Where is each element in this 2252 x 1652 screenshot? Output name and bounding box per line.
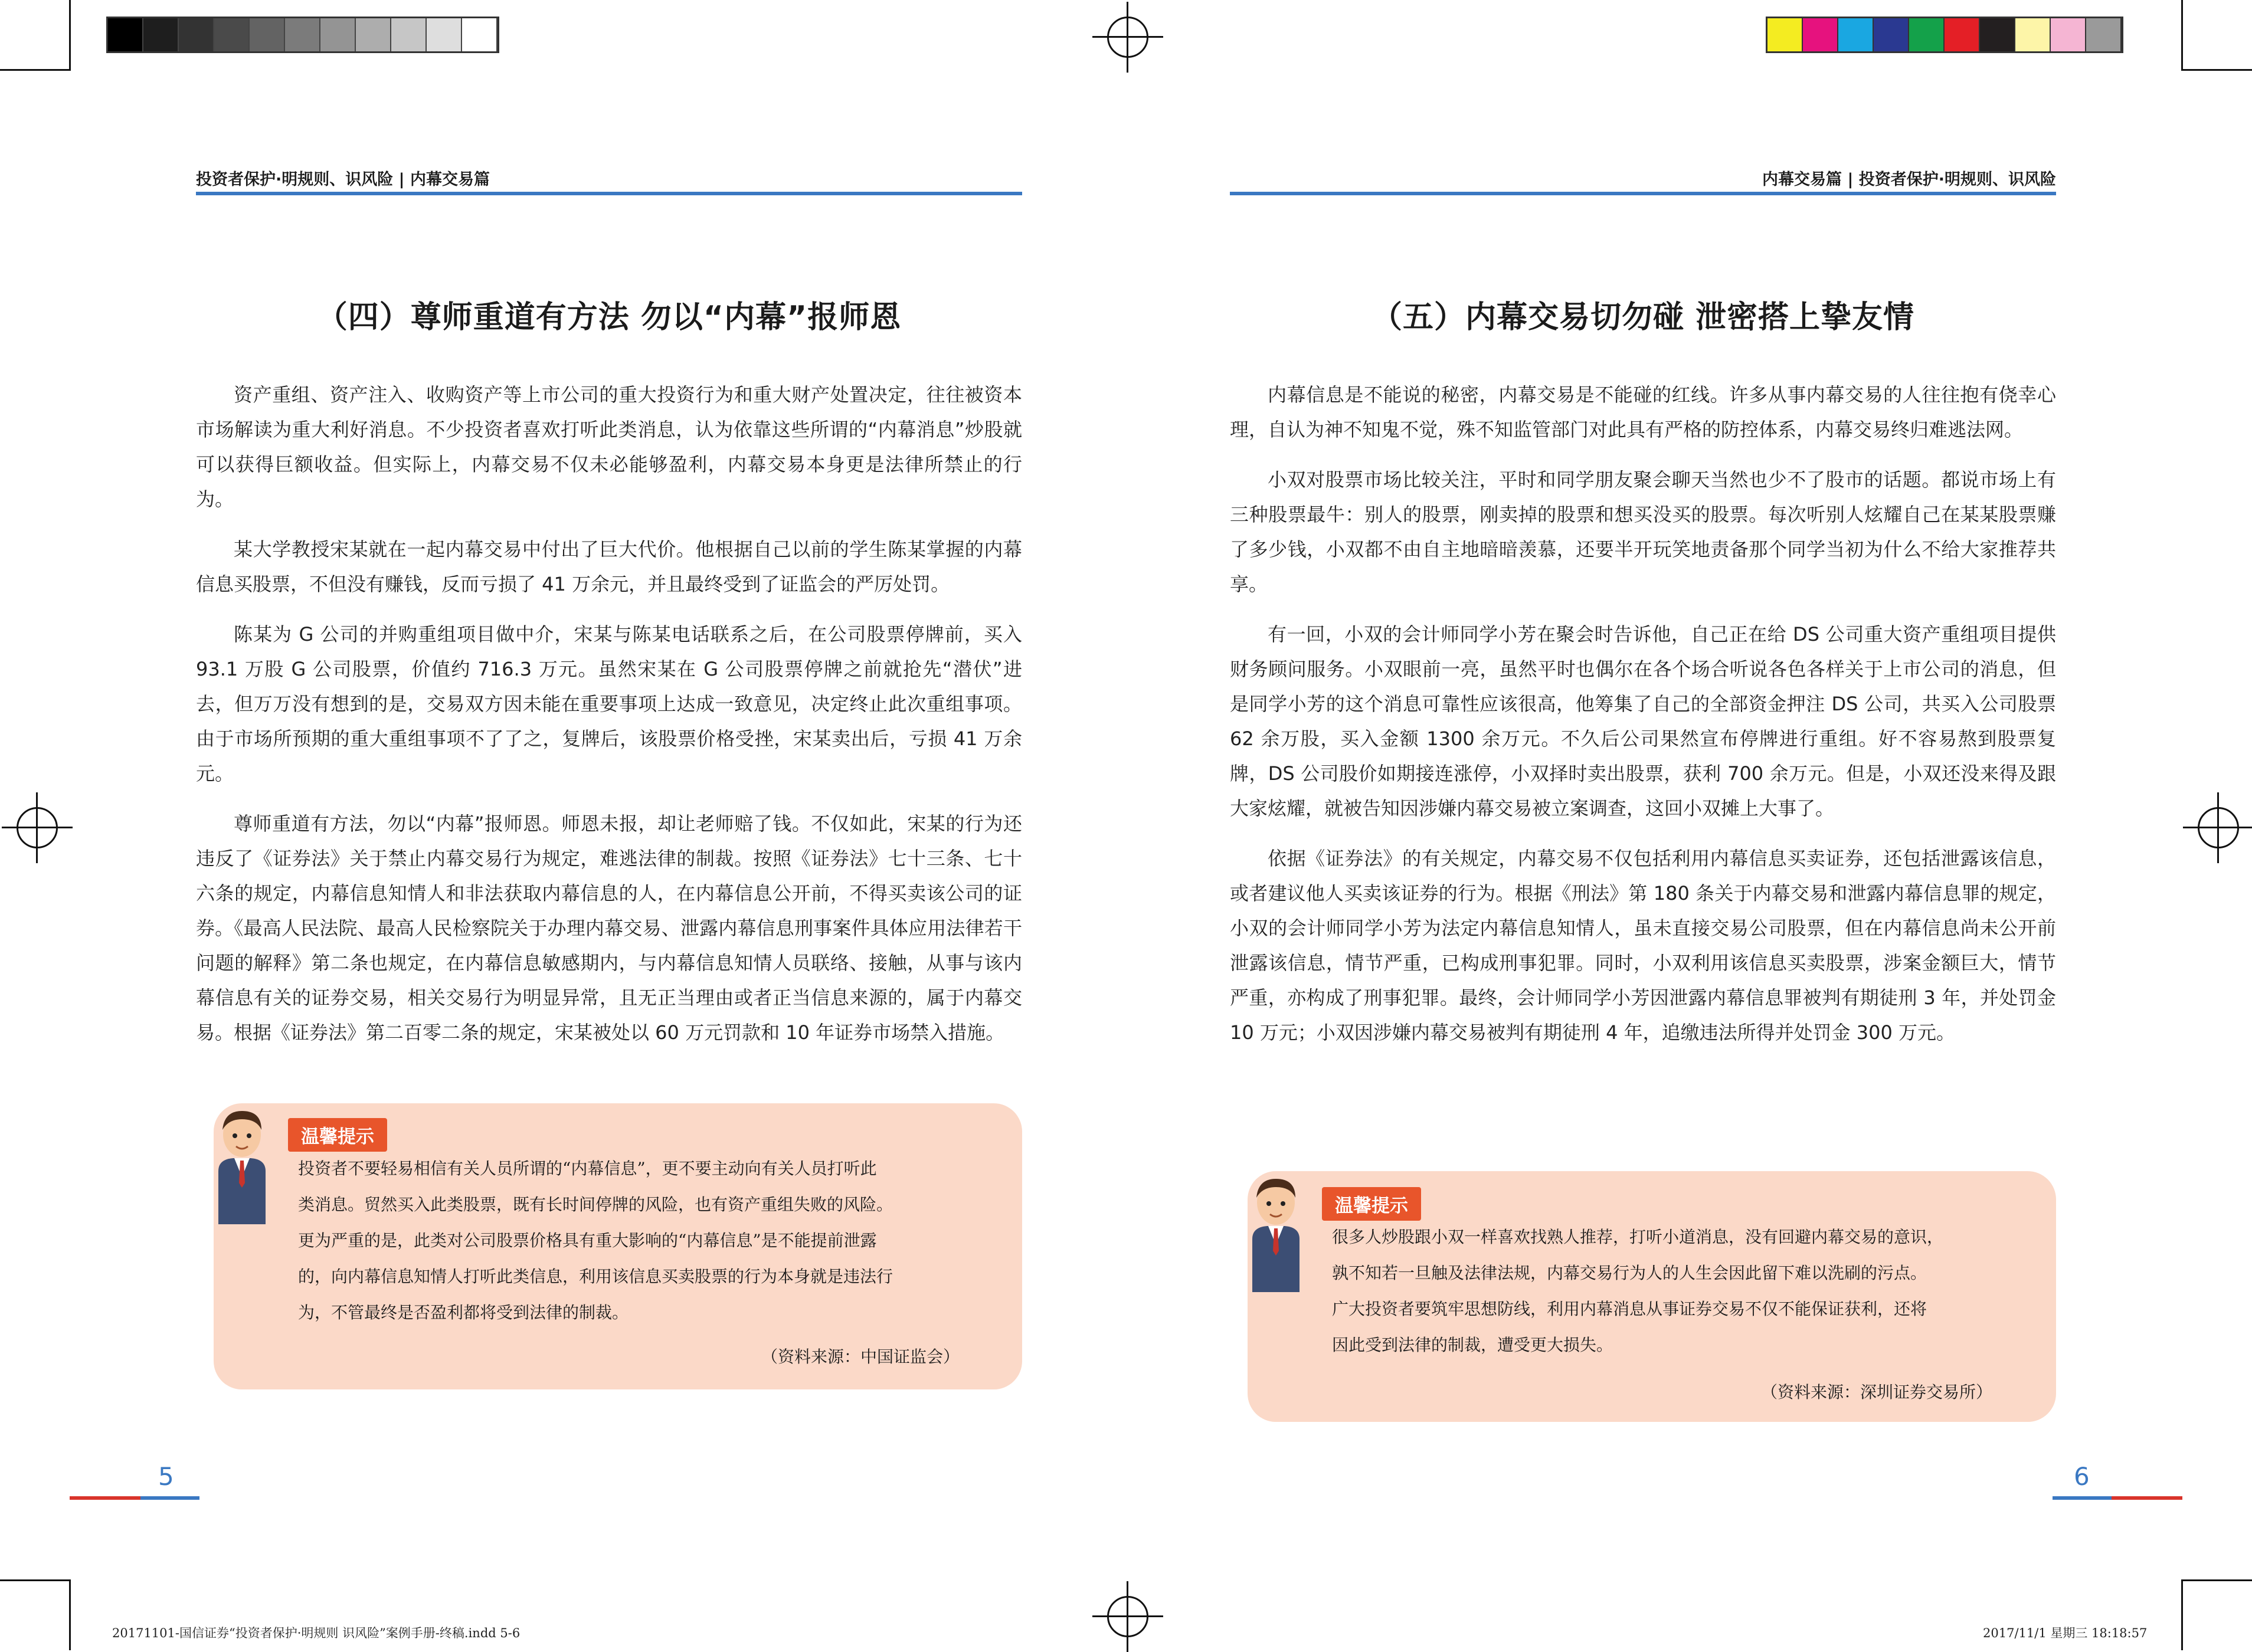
- paragraph: 依据《证券法》的有关规定，内幕交易不仅包括利用内幕信息买卖证券，还包括泄露该信息，或者建议他人买卖该证券的行为。根据《刑法》第 180 条关于内幕交易和泄露内幕信息罪的规定，小双的会计师同学小芳为法定内幕信息知情人，虽未直接交易公司股票，但在内幕信息尚未公开前泄露该信息，情节严重，已构成刑事犯罪。同时，小双利用该信息买卖股票，涉案金额巨大，情节严重，亦构成了刑事犯罪。最终，会计师同学小芳因泄露内幕信息罪被判有期徒刑 3 年，并处罚金 10 万元；小双因涉嫌内幕交易被判有期徒刑 4 年，追缴违法所得并处罚金 300 万元。: [1230, 847, 2056, 1044]
- right-tip-text: [1332, 1219, 2040, 1363]
- gray-swatch: [179, 18, 214, 51]
- tip-line: 为，不管最终是否盈利都将受到法律的制裁。: [298, 1303, 629, 1322]
- color-swatch: [1945, 18, 1980, 51]
- gray-swatch: [285, 18, 320, 51]
- left-footer-rule-red: [70, 1496, 140, 1500]
- gray-swatch: [356, 18, 391, 51]
- paragraph: 内幕信息是不能说的秘密，内幕交易是不能碰的红线。许多从事内幕交易的人往往抱有侥幸心理，自认为神不知鬼不觉，殊不知监管部门对此具有严格的防控体系，内幕交易终归难逃法网。: [1230, 384, 2056, 441]
- registration-mark: [1107, 17, 1148, 58]
- slug-filename: 20171101-国信证券“投资者保护·明规则 识风险”案例手册-终稿.indd 5-6: [112, 1626, 521, 1640]
- tip-line: 广大投资者要筑牢思想防线，利用内幕消息从事证券交易不仅不能保证获利，还将: [1332, 1299, 1927, 1319]
- registration-mark: [1107, 1596, 1148, 1637]
- paragraph: 某大学教授宋某就在一起内幕交易中付出了巨大代价。他根据自己以前的学生陈某掌握的内幕信息买股票，不但没有赚钱，反而亏损了 41 万余元，并且最终受到了证监会的严厉处罚。: [196, 538, 1022, 595]
- paragraph: 小双对股票市场比较关注，平时和同学朋友聚会聊天当然也少不了股市的话题。都说市场上有三种股票最牛：别人的股票，刚卖掉的股票和想买没买的股票。每次听别人炫耀自己在某某股票赚了多少钱，小双都不由自主地暗暗羡慕，还要半开玩笑地责备那个同学当初为什么不给大家推荐共享。: [1230, 468, 2056, 595]
- left-tip-source: （资料来源：中国证监会）: [761, 1347, 960, 1366]
- color-swatch: [1980, 18, 2015, 51]
- crop-mark: [69, 0, 71, 71]
- crop-mark: [0, 1579, 71, 1581]
- gray-swatch: [214, 18, 250, 51]
- right-page-number: 6: [2074, 1462, 2090, 1491]
- color-swatch: [1767, 18, 1803, 51]
- left-header-rule: [196, 192, 1022, 195]
- right-body: [1230, 378, 2056, 1066]
- right-tip-source: （资料来源：深圳证券交易所）: [1761, 1382, 1993, 1402]
- left-body: [196, 378, 1022, 1066]
- paragraph: 尊师重道有方法，勿以“内幕”报师恩。师恩未报，却让老师赔了钱。不仅如此，宋某的行为还违反了《证券法》关于禁止内幕交易行为规定，难逃法律的制裁。按照《证券法》七十三条、七十六条的规定，内幕信息知情人和非法获取内幕信息的人，在内幕信息公开前，不得买卖该公司的证券。《最高人民法院、最高人民检察院关于办理内幕交易、泄露内幕信息刑事案件具体应用法律若干问题的解释》第二条也规定，在内幕信息敏感期内，与内幕信息知情人员联络、接触，从事与该内幕信息有关的证券交易，相关交易行为明显异常，且无正当理由或者正当信息来源的，属于内幕交易。根据《证券法》第二百零二条的规定，宋某被处以 60 万元罚款和 10 年证券市场禁入措施。: [196, 812, 1022, 1044]
- gray-swatch: [391, 18, 427, 51]
- left-tip-tag: 温馨提示: [288, 1118, 387, 1152]
- left-page-number: 5: [158, 1462, 174, 1491]
- grayscale-color-bar: [106, 17, 499, 53]
- left-tip-text: [298, 1150, 1006, 1330]
- crop-mark: [2181, 0, 2183, 71]
- color-swatch: [2051, 18, 2086, 51]
- gray-swatch: [462, 18, 497, 51]
- color-swatch: [2015, 18, 2051, 51]
- crop-mark: [0, 69, 71, 71]
- right-running-header: 内幕交易篇 | 投资者保护·明规则、识风险: [1762, 171, 2056, 189]
- gray-swatch: [427, 18, 462, 51]
- tip-line: 类消息。贸然买入此类股票，既有长时间停牌的风险，也有资产重组失败的风险。: [298, 1195, 893, 1214]
- right-page-title: （五）内幕交易切勿碰 泄密搭上挚友情: [1371, 300, 1915, 335]
- paragraph: 资产重组、资产注入、收购资产等上市公司的重大投资行为和重大财产处置决定，往往被资本市场解读为重大利好消息。不少投资者喜欢打听此类消息，认为依靠这些所谓的“内幕消息”炒股就可以获得巨额收益。但实际上，内幕交易不仅未必能够盈利，内幕交易本身更是法律所禁止的行为。: [196, 384, 1022, 510]
- businessman-avatar-icon: [210, 1106, 274, 1224]
- gray-swatch: [320, 18, 356, 51]
- registration-mark: [17, 807, 58, 848]
- crop-mark: [2181, 69, 2252, 71]
- registration-mark: [2198, 807, 2239, 848]
- color-swatch: [1838, 18, 1874, 51]
- color-swatch: [1874, 18, 1909, 51]
- crop-mark: [69, 1579, 71, 1650]
- gray-swatch: [250, 18, 285, 51]
- color-swatch: [1803, 18, 1838, 51]
- tip-line: 的，向内幕信息知情人打听此类信息，利用该信息买卖股票的行为本身就是违法行: [298, 1267, 893, 1286]
- cmyk-color-bar: [1766, 17, 2123, 53]
- right-footer-rule-blue: [2053, 1496, 2112, 1500]
- tip-line: 孰不知若一旦触及法律法规，内幕交易行为人的人生会因此留下难以洗刷的污点。: [1332, 1263, 1927, 1283]
- left-running-header: 投资者保护·明规则、识风险 | 内幕交易篇: [196, 171, 490, 189]
- color-swatch: [1909, 18, 1945, 51]
- crop-mark: [2181, 1579, 2183, 1650]
- businessman-avatar-icon: [1243, 1174, 1308, 1292]
- right-header-rule: [1230, 192, 2056, 195]
- gray-swatch: [143, 18, 179, 51]
- right-tip-tag: 温馨提示: [1322, 1187, 1421, 1221]
- left-footer-rule-blue: [140, 1496, 199, 1500]
- tip-line: 投资者不要轻易相信有关人员所谓的“内幕信息”，更不要主动向有关人员打听此: [298, 1159, 877, 1178]
- tip-line: 因此受到法律的制裁，遭受更大损失。: [1332, 1335, 1613, 1355]
- paragraph: 有一回，小双的会计师同学小芳在聚会时告诉他，自己正在给 DS 公司重大资产重组项目提供财务顾问服务。小双眼前一亮，虽然平时也偶尔在各个场合听说各色各样关于上市公司的消息，但是同学小芳的这个消息可靠性应该很高，他筹集了自己的全部资金押注 DS 公司，共买入公司股票 62 余万股，买入金额 1300 余万元。不久后公司果然宣布停牌进行重组。好不容易熬到股票复牌，DS 公司股价如期接连涨停，小双择时卖出股票，获利 700 余万元。但是，小双还没来得及跟大家炫耀，就被告知因涉嫌内幕交易被立案调查，这回小双摊上大事了。: [1230, 623, 2056, 820]
- tip-line: 更为严重的是，此类对公司股票价格具有重大影响的“内幕信息”是不能提前泄露: [298, 1231, 877, 1250]
- tip-line: 很多人炒股跟小双一样喜欢找熟人推荐，打听小道消息，没有回避内幕交易的意识，: [1332, 1227, 1944, 1247]
- paragraph: 陈某为 G 公司的并购重组项目做中介，宋某与陈某电话联系之后，在公司股票停牌前，买入 93.1 万股 G 公司股票，价值约 716.3 万元。虽然宋某在 G 公司股票停牌之前就抢先“潜伏”进去，但万万没有想到的是，交易双方因未能在重要事项上达成一致意见，决定终止此次重组事项。由于市场所预期的重大重组事项不了了之，复牌后，该股票价格受挫，宋某卖出后，亏损 41 万余元。: [196, 623, 1022, 785]
- slug-timestamp: 2017/11/1 星期三 18:18:57: [1983, 1626, 2148, 1640]
- crop-mark: [2181, 1579, 2252, 1581]
- gray-swatch: [108, 18, 143, 51]
- right-footer-rule-red: [2112, 1496, 2182, 1500]
- left-page-title: （四）尊师重道有方法 勿以“内幕”报师恩: [316, 300, 902, 335]
- color-swatch: [2086, 18, 2122, 51]
